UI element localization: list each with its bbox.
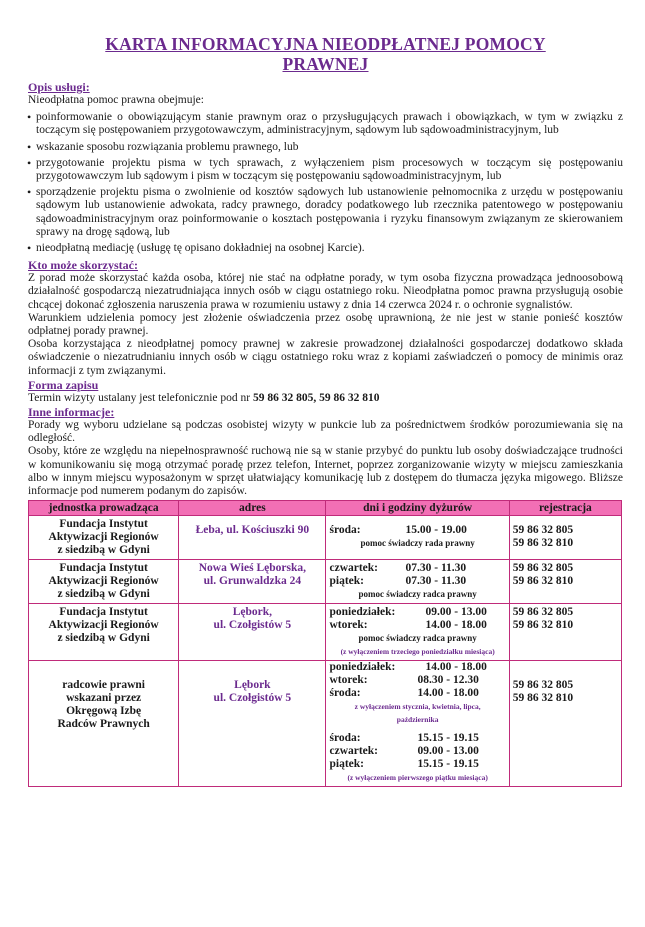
table-header-row bbox=[29, 501, 622, 516]
hours-cell bbox=[326, 604, 509, 661]
forma-phones: 59 86 32 805, 59 86 32 810 bbox=[252, 391, 380, 404]
title-line-2: PRAWNEJ bbox=[282, 54, 369, 74]
hours-cell bbox=[326, 661, 509, 787]
opis-bullet: • poinformowanie o obowiązującym stanie prawnym oraz o przysługujących prawach i obowiązkach, w tym w związku z toczącym się postępowaniem przygotowawczym, administracyjnym, sądowym lub sądowoadministracyjnym, lub bbox=[28, 111, 623, 137]
day-label: środa: bbox=[329, 687, 361, 700]
section-heading-forma: Forma zapisu bbox=[28, 377, 99, 392]
section-heading-inne: Inne informacje: bbox=[28, 405, 115, 420]
time-range: 15.15 - 19.15 bbox=[417, 758, 479, 771]
day-label: piątek: bbox=[329, 575, 364, 588]
org-line: Fundacja Instytut bbox=[59, 518, 148, 531]
org-cell bbox=[29, 604, 179, 661]
address-line: Łeba, ul. Kościuszki 90 bbox=[195, 524, 310, 537]
org-line: Aktywizacji Regionów bbox=[48, 575, 159, 588]
kto-paragraph: Z porad może skorzystać każda osoba, której nie stać na odpłatne porady, w tym osoba fizyczna prowadząca jednoosobową działalność gospodarczą niezatrudniająca innych osób w ciągu ostatniego roku. Nieodpłatna pomoc prawna przysługują osobie chcącej dokonać zgłoszenia naruszenia prawa w rozumieniu ustawy z dnia 14 czerwca 2024 r. o ochronie sygnalistów. bbox=[28, 272, 623, 311]
section-heading-opis: Opis usługi: bbox=[28, 80, 90, 94]
time-range: 07.30 - 11.30 bbox=[405, 562, 467, 575]
hours-note: pomoc świadczy radca prawny bbox=[358, 633, 477, 644]
org-line: radcowie prawni bbox=[62, 679, 145, 692]
hours-note: pomoc świadczy rada prawny bbox=[360, 538, 475, 549]
phone-number: 59 86 32 805 bbox=[512, 562, 574, 575]
address-cell bbox=[179, 516, 326, 560]
opis-bullet: • nieodpłatną mediację (usługę tę opisano dokładniej na osobnej Karcie). bbox=[28, 242, 623, 255]
opis-bullet: • przygotowanie projektu pisma w tych sprawach, z wyłączeniem pism procesowych w toczącym się postępowaniu przygotowawczym lub sądowym i pism w toczącym się postępowaniu sądowoadministracyjnym, lub bbox=[28, 157, 623, 183]
hours-row bbox=[329, 606, 505, 619]
address-line: Lębork bbox=[234, 679, 271, 692]
time-range: 07.30 - 11.30 bbox=[405, 575, 467, 588]
time-range: 08.30 - 12.30 bbox=[417, 674, 479, 687]
org-line: wskazani przez bbox=[66, 692, 142, 705]
org-line: Radców Prawnych bbox=[57, 718, 150, 731]
org-cell bbox=[29, 661, 179, 787]
hours-row bbox=[329, 687, 505, 700]
time-range: 15.15 - 19.15 bbox=[417, 732, 479, 745]
section-kto bbox=[28, 258, 623, 378]
column-header: dni i godziny dyżurów bbox=[326, 501, 509, 516]
day-label: środa: bbox=[329, 732, 361, 745]
day-label: piątek: bbox=[329, 758, 364, 771]
address-cell bbox=[179, 604, 326, 661]
hours-note: pomoc świadczy radca prawny bbox=[358, 589, 477, 600]
hours-row bbox=[329, 524, 505, 537]
hours-exception-note: (z wyłączeniem pierwszego piątku miesiąca) bbox=[347, 773, 488, 783]
column-header: jednostka prowadząca bbox=[29, 501, 179, 516]
column-header: rejestracja bbox=[509, 501, 621, 516]
registration-cell bbox=[509, 661, 621, 787]
hours-cell bbox=[326, 516, 509, 560]
registration-cell bbox=[509, 516, 621, 560]
hours-exception-note: z wyłączeniem stycznia, kwietnia, lipca, października bbox=[354, 702, 481, 725]
org-line: Aktywizacji Regionów bbox=[48, 531, 159, 544]
address-cell bbox=[179, 560, 326, 604]
hours-row bbox=[329, 575, 505, 588]
section-forma bbox=[28, 378, 623, 405]
kto-paragraph: Warunkiem udzielenia pomocy jest złożenie oświadczenia przez osobę uprawnioną, że nie jest w stanie ponieść kosztów odpłatnej porady prawnej. bbox=[28, 311, 623, 338]
org-line: z siedzibą w Gdyni bbox=[57, 588, 150, 601]
schedule-table bbox=[28, 500, 622, 787]
hours-row bbox=[329, 745, 505, 758]
inne-paragraph: Osoby, które ze względu na niepełnosprawność ruchową nie są w stanie przybyć do punktu lub osoby doświadczające trudności w komunikowaniu się mogą otrzymać poradę przez telefon, Internet, poprzez zorganizowanie wizyty w miejscu zamieszkania albo w innym miejscu wyposażonym w sprzęt ułatwiający komunikację lub z dostępem do tłumacza języka migowego. Bliższe informacje pod numerem podanym do zapisów. bbox=[28, 445, 623, 498]
forma-text bbox=[28, 392, 623, 405]
address-line: ul. Czołgistów 5 bbox=[213, 619, 292, 632]
address-line: Nowa Wieś Lęborska, bbox=[198, 562, 306, 575]
org-cell bbox=[29, 560, 179, 604]
phone-number: 59 86 32 805 bbox=[512, 524, 574, 537]
org-line: z siedzibą w Gdyni bbox=[57, 544, 150, 557]
org-line: Aktywizacji Regionów bbox=[48, 619, 159, 632]
org-line: Fundacja Instytut bbox=[59, 606, 148, 619]
org-line: Fundacja Instytut bbox=[59, 562, 148, 575]
opis-bullet-list bbox=[28, 111, 623, 255]
hours-row bbox=[329, 674, 505, 687]
address-line: ul. Grunwaldzka 24 bbox=[203, 575, 302, 588]
hours-row bbox=[329, 758, 505, 771]
document-title bbox=[28, 34, 623, 74]
hours-exception-note: (z wyłączeniem trzeciego poniedziałku miesiąca) bbox=[340, 647, 495, 657]
hours-row bbox=[329, 619, 505, 632]
time-range: 14.00 - 18.00 bbox=[417, 687, 479, 700]
time-range: 09.00 - 13.00 bbox=[417, 745, 479, 758]
day-label: wtorek: bbox=[329, 674, 368, 687]
org-line: Okręgową Izbę bbox=[66, 705, 142, 718]
time-range: 09.00 - 13.00 bbox=[425, 606, 487, 619]
day-label: poniedziałek: bbox=[329, 606, 396, 619]
registration-cell bbox=[509, 560, 621, 604]
phone-number: 59 86 32 810 bbox=[512, 619, 574, 632]
section-opis bbox=[28, 80, 623, 255]
section-inne bbox=[28, 405, 623, 498]
day-label: poniedziałek: bbox=[329, 661, 396, 674]
address-cell bbox=[179, 661, 326, 787]
title-line-1: KARTA INFORMACYJNA NIEODPŁATNEJ POMOCY bbox=[105, 34, 546, 54]
day-label: środa: bbox=[329, 524, 361, 537]
table-row bbox=[29, 604, 622, 661]
inne-paragraph: Porady wg wyboru udzielane są podczas osobistej wizyty w punkcie lub za pośrednictwem środków porozumiewania się na odległość. bbox=[28, 419, 623, 445]
opis-bullet: • sporządzenie projektu pisma o zwolnienie od kosztów sądowych lub ustanowienie pełnomocnika z urzędu w postępowaniu sądowym lub ustanowienie adwokata, radcy prawnego, doradcy podatkowego lub rzecznika patentowego w postępowaniu sądowoadministracyjnym oraz poinformowanie o kosztach postępowania i ryzyku finansowym związanym ze skierowaniem sprawy na drogę sądową, lub bbox=[28, 186, 623, 239]
time-range: 14.00 - 18.00 bbox=[425, 661, 487, 674]
column-header: adres bbox=[179, 501, 326, 516]
table-row bbox=[29, 560, 622, 604]
hours-row bbox=[329, 562, 505, 575]
table-row bbox=[29, 516, 622, 560]
phone-number: 59 86 32 810 bbox=[512, 575, 574, 588]
day-label: wtorek: bbox=[329, 619, 368, 632]
phone-number: 59 86 32 810 bbox=[512, 692, 574, 705]
time-range: 14.00 - 18.00 bbox=[425, 619, 487, 632]
time-range: 15.00 - 19.00 bbox=[405, 524, 467, 537]
org-line: z siedzibą w Gdyni bbox=[57, 632, 150, 645]
forma-label: Termin wizyty ustalany jest telefonicznie pod nr bbox=[28, 391, 253, 404]
hours-row bbox=[329, 661, 505, 674]
phone-number: 59 86 32 810 bbox=[512, 537, 574, 550]
address-line: ul. Czołgistów 5 bbox=[213, 692, 292, 705]
day-label: czwartek: bbox=[329, 745, 379, 758]
registration-cell bbox=[509, 604, 621, 661]
phone-number: 59 86 32 805 bbox=[512, 679, 574, 692]
hours-cell bbox=[326, 560, 509, 604]
kto-paragraph: Osoba korzystająca z nieodpłatnej pomocy prawnej w zakresie prowadzonej działalności gospodarczej dodatkowo składa oświadczenie o niezatrudnianiu innych osób w ciągu ostatniego roku wraz z kopiami zaświadczeń o pomocy de minimis oraz informacji z tym związanymi. bbox=[28, 338, 623, 377]
hours-row bbox=[329, 732, 505, 745]
section-heading-kto: Kto może skorzystać: bbox=[28, 258, 138, 273]
address-line: Lębork, bbox=[232, 606, 273, 619]
table-row bbox=[29, 661, 622, 787]
opis-bullet: • wskazanie sposobu rozwiązania problemu prawnego, lub bbox=[28, 141, 623, 154]
phone-number: 59 86 32 805 bbox=[512, 606, 574, 619]
org-cell bbox=[29, 516, 179, 560]
opis-intro: Nieodpłatna pomoc prawna obejmuje: bbox=[28, 94, 204, 106]
day-label: czwartek: bbox=[329, 562, 379, 575]
